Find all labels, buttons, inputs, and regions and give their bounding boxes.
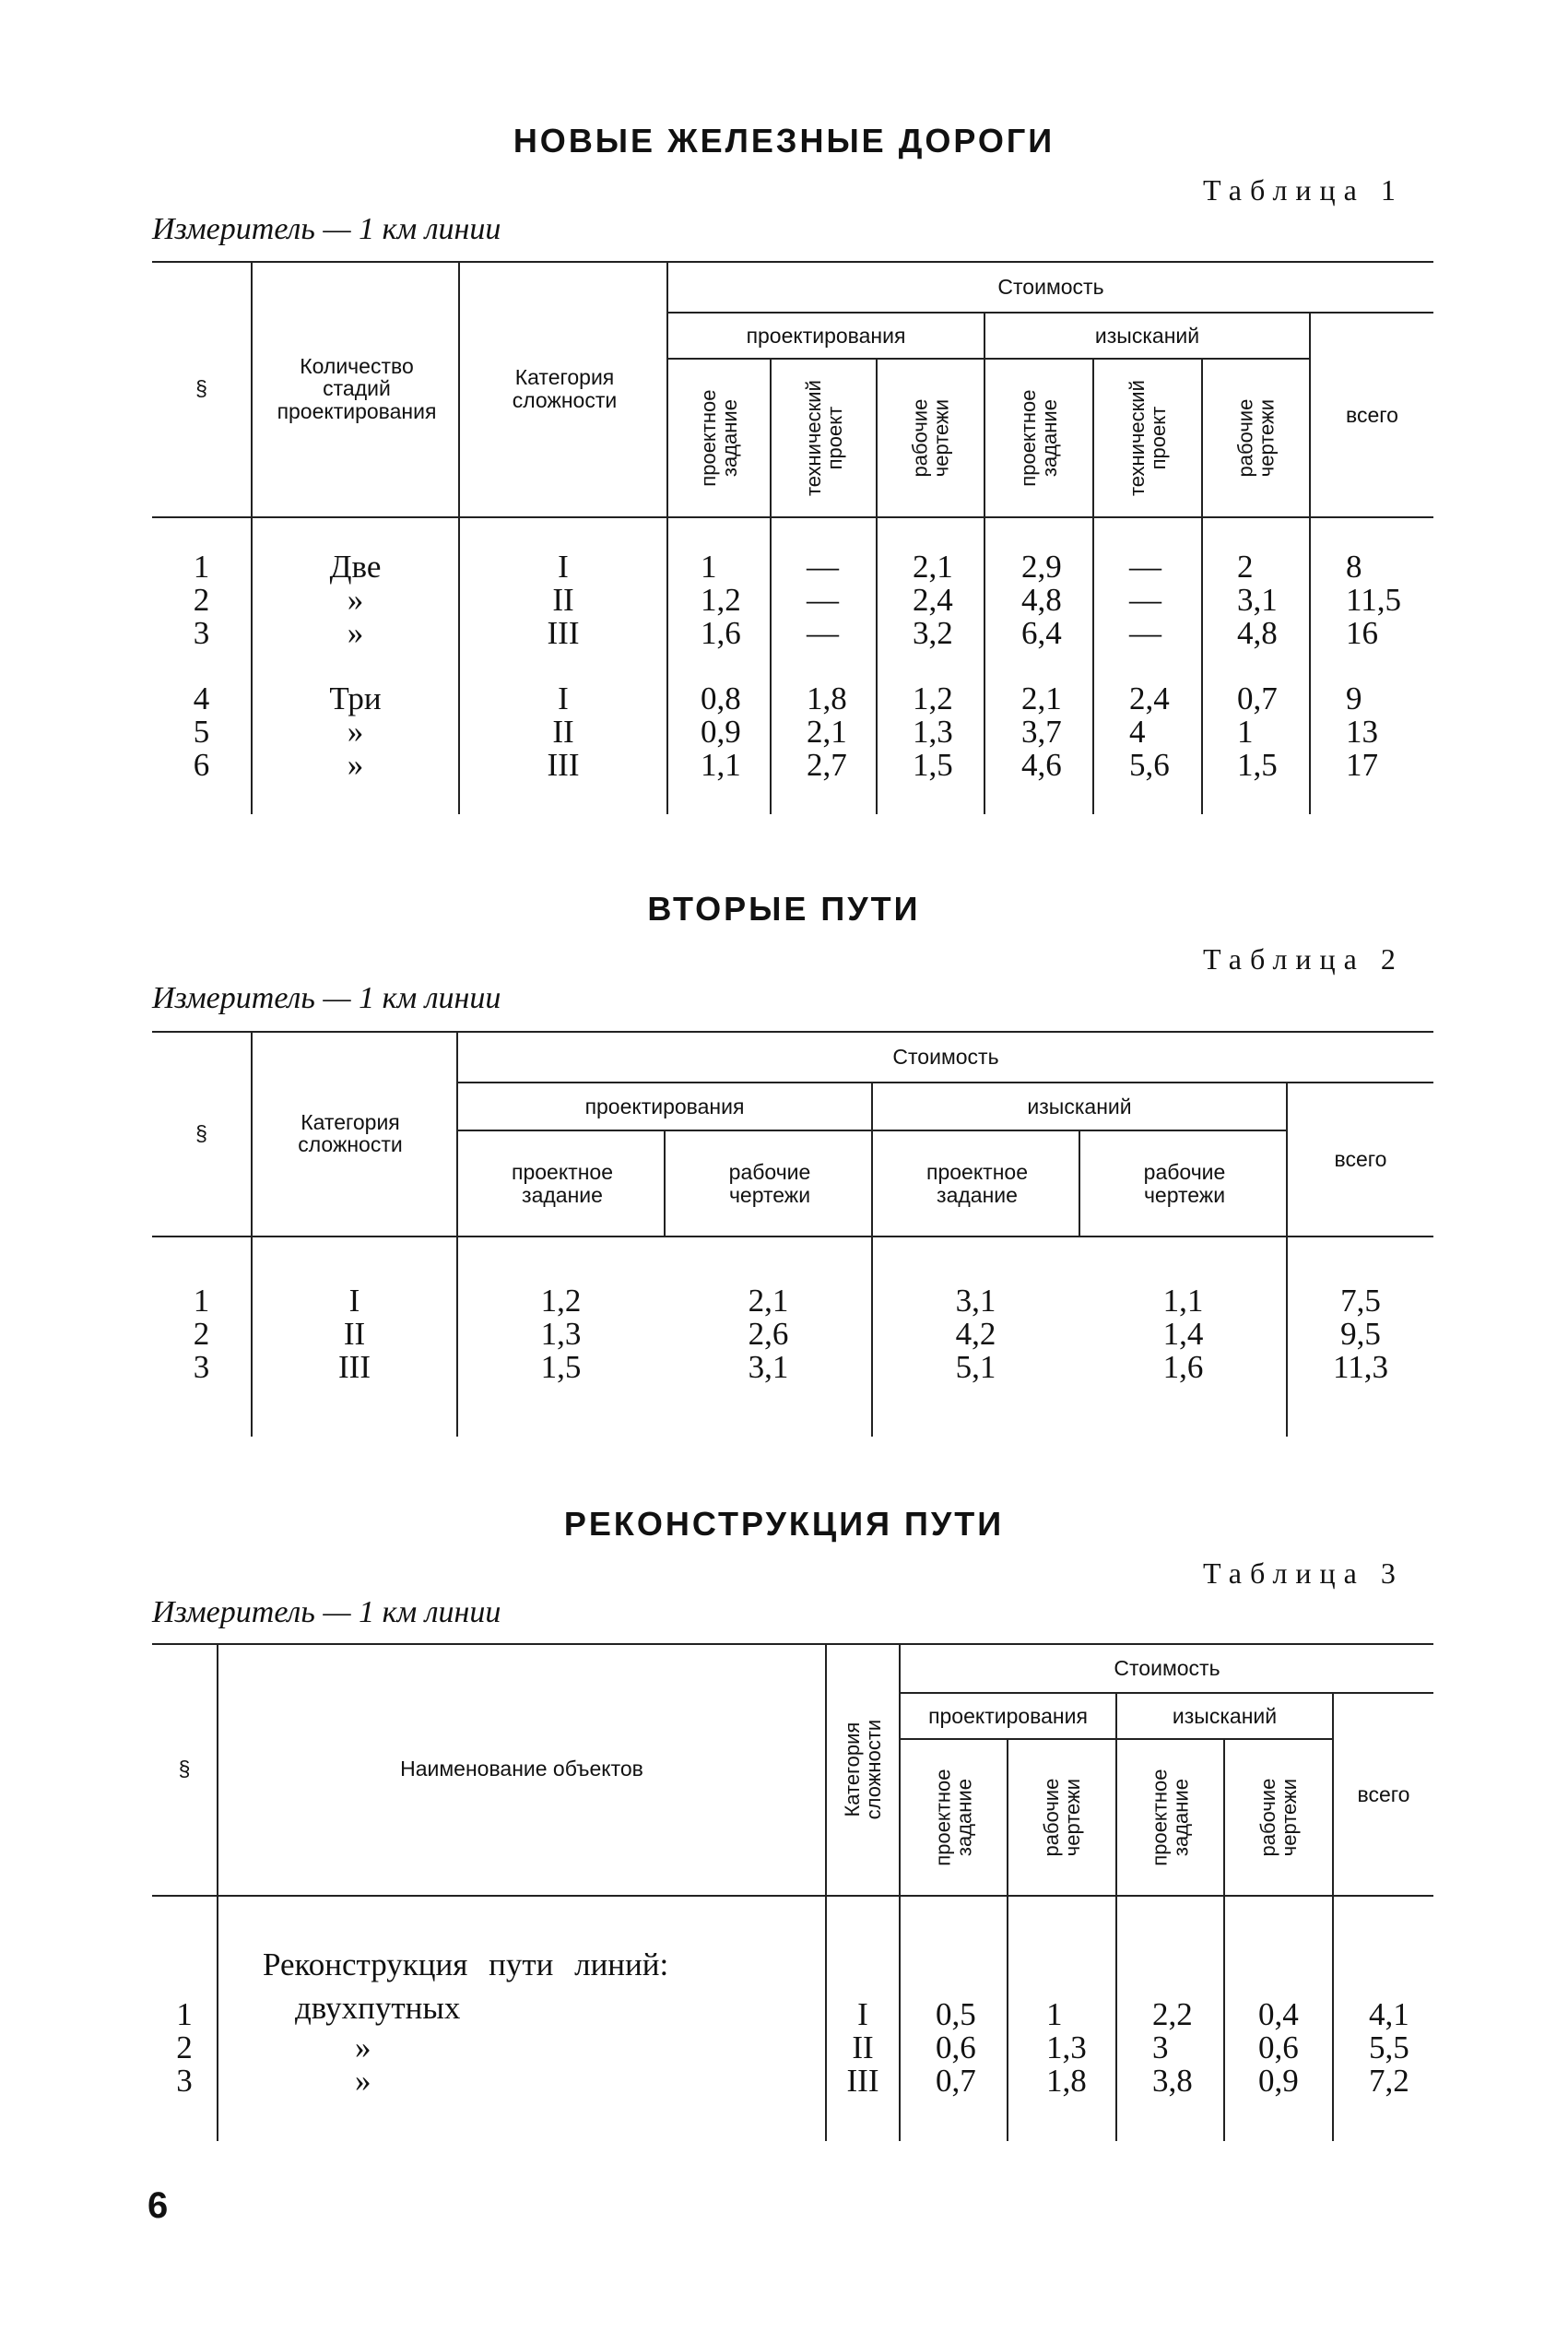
t2-header-d-proj-task: проектное задание bbox=[512, 1160, 613, 1207]
t1-r5-total: 13 bbox=[1346, 714, 1378, 750]
t3-r2-d2: 1,3 bbox=[1046, 2029, 1087, 2065]
t3-r1-total: 4,1 bbox=[1369, 1996, 1409, 2032]
t1-r1-s3: 2 bbox=[1237, 549, 1254, 585]
t1-header-d-proj-task: проектное задание bbox=[696, 389, 741, 487]
t2-r1-cat: I bbox=[348, 1283, 360, 1319]
t3-r2-s1: 3 bbox=[1152, 2029, 1169, 2065]
t1-r5-d2: 2,1 bbox=[807, 714, 847, 750]
t3-r2-d1: 0,6 bbox=[936, 2029, 976, 2065]
t3-header-cost: Стоимость bbox=[1114, 1656, 1220, 1681]
table1-measure: Измеритель — 1 км линии bbox=[152, 212, 501, 246]
t1-r6-s3: 1,5 bbox=[1237, 747, 1278, 783]
t2-header-s-work-draw: рабочие чертежи bbox=[1143, 1160, 1226, 1207]
t2-header-d-work-draw: рабочие чертежи bbox=[728, 1160, 811, 1207]
t1-r6-stages: » bbox=[347, 747, 364, 783]
t1-r5-s2: 4 bbox=[1129, 714, 1146, 750]
t1-r2-cat: II bbox=[552, 582, 574, 618]
table3-heading: РЕКОНСТРУКЦИЯ ПУТИ bbox=[563, 1505, 1005, 1543]
table1-heading: НОВЫЕ ЖЕЛЕЗНЫЕ ДОРОГИ bbox=[513, 122, 1055, 160]
t3-r3-n: 3 bbox=[176, 2063, 193, 2099]
t1-r3-stages: » bbox=[347, 615, 364, 651]
t3-r2-s2: 0,6 bbox=[1258, 2029, 1299, 2065]
t3-r3-s2: 0,9 bbox=[1258, 2063, 1299, 2099]
t2-r3-d2: 3,1 bbox=[748, 1349, 789, 1385]
t2-r1-s1: 3,1 bbox=[955, 1283, 996, 1319]
table3-label: Таблица 3 bbox=[1203, 1556, 1404, 1590]
t1-r5-stages: » bbox=[347, 714, 364, 750]
t1-r5-n: 5 bbox=[193, 714, 210, 750]
t3-r3-d1: 0,7 bbox=[936, 2063, 976, 2099]
t2-r2-s2: 1,4 bbox=[1162, 1316, 1204, 1352]
t1-r3-cat: III bbox=[547, 615, 580, 651]
t2-r3-s2: 1,6 bbox=[1162, 1349, 1204, 1385]
t1-r4-s1: 2,1 bbox=[1021, 680, 1062, 716]
t1-r6-s1: 4,6 bbox=[1021, 747, 1062, 783]
t2-r1-d1: 1,2 bbox=[540, 1283, 582, 1319]
t1-header-s-tech-proj: технический проект bbox=[1125, 380, 1171, 496]
t1-header-cost: Стоимость bbox=[997, 275, 1104, 300]
table2-heading: ВТОРЫЕ ПУТИ bbox=[647, 890, 921, 928]
t3-r1-d1: 0,5 bbox=[936, 1996, 976, 2032]
t2-header-design: проектирования bbox=[584, 1094, 745, 1118]
t2-r2-s1: 4,2 bbox=[955, 1316, 996, 1352]
t1-r6-d3: 1,5 bbox=[913, 747, 953, 783]
t1-r1-stages: Две bbox=[329, 549, 382, 585]
t3-r2-total: 5,5 bbox=[1369, 2029, 1409, 2065]
page-number: 6 bbox=[147, 2185, 169, 2226]
t3-r1-name: двухпутных bbox=[295, 1990, 461, 2026]
t3-r1-n: 1 bbox=[176, 1996, 193, 2032]
t3-r2-name: » bbox=[355, 2029, 371, 2065]
t1-r5-d3: 1,3 bbox=[913, 714, 953, 750]
t1-r1-d1: 1 bbox=[701, 549, 717, 585]
t3-header-name: Наименование объектов bbox=[400, 1757, 643, 1781]
t3-r3-total: 7,2 bbox=[1369, 2063, 1409, 2099]
t2-r1-d2: 2,1 bbox=[748, 1283, 789, 1319]
t1-r5-d1: 0,9 bbox=[701, 714, 741, 750]
t1-r4-s3: 0,7 bbox=[1237, 680, 1278, 716]
t1-r3-d2: — bbox=[807, 615, 839, 651]
t3-header-design: проектирования bbox=[928, 1703, 1088, 1728]
t1-r5-s3: 1 bbox=[1237, 714, 1254, 750]
t1-r2-d3: 2,4 bbox=[913, 582, 953, 618]
table2-label: Таблица 2 bbox=[1203, 942, 1404, 976]
t1-r6-d1: 1,1 bbox=[701, 747, 741, 783]
t3-header-d-proj-task: проектное задание bbox=[931, 1769, 976, 1866]
t1-r4-stages: Три bbox=[329, 680, 382, 716]
t1-r2-s2: — bbox=[1129, 582, 1161, 618]
t1-header-design: проектирования bbox=[746, 323, 906, 348]
t1-r4-d3: 1,2 bbox=[913, 680, 953, 716]
t1-header-category: Категория сложности bbox=[512, 365, 618, 412]
t1-r3-d1: 1,6 bbox=[701, 615, 741, 651]
t1-r4-d1: 0,8 bbox=[701, 680, 741, 716]
t1-r6-cat: III bbox=[547, 747, 580, 783]
table3-measure: Измеритель — 1 км линии bbox=[152, 1595, 501, 1629]
t1-r1-d2: — bbox=[807, 549, 839, 585]
t1-r3-s3: 4,8 bbox=[1237, 615, 1278, 651]
t3-header-d-work-draw: рабочие чертежи bbox=[1039, 1778, 1084, 1857]
t1-r1-s2: — bbox=[1129, 549, 1161, 585]
t2-header-survey: изысканий bbox=[1027, 1094, 1132, 1118]
t1-r6-d2: 2,7 bbox=[807, 747, 847, 783]
t3-r3-d2: 1,8 bbox=[1046, 2063, 1087, 2099]
t1-r6-s2: 5,6 bbox=[1129, 747, 1170, 783]
t2-r3-s1: 5,1 bbox=[955, 1349, 996, 1385]
t3-r3-cat: III bbox=[846, 2063, 879, 2099]
t1-r1-cat: I bbox=[558, 549, 569, 585]
t2-header-category: Категория сложности bbox=[298, 1109, 403, 1156]
t1-r2-n: 2 bbox=[193, 582, 210, 618]
t1-header-d-tech-proj: технический проект bbox=[801, 380, 846, 496]
t3-r2-n: 2 bbox=[176, 2029, 193, 2065]
t1-r4-cat: I bbox=[558, 680, 569, 716]
t1-r3-s2: — bbox=[1129, 615, 1161, 651]
t1-r4-d2: 1,8 bbox=[807, 680, 847, 716]
t2-r2-d2: 2,6 bbox=[748, 1316, 789, 1352]
t2-header-section: § bbox=[195, 1120, 207, 1145]
t3-header-total: всего bbox=[1357, 1781, 1410, 1806]
t1-r3-s1: 6,4 bbox=[1021, 615, 1062, 651]
t1-r2-s3: 3,1 bbox=[1237, 582, 1278, 618]
t1-r6-n: 6 bbox=[193, 747, 210, 783]
t2-header-s-proj-task: проектное задание bbox=[926, 1160, 1028, 1207]
t3-r1-d2: 1 bbox=[1046, 1996, 1063, 2032]
t1-r4-s2: 2,4 bbox=[1129, 680, 1170, 716]
t1-header-s-proj-task: проектное задание bbox=[1016, 389, 1061, 487]
t1-header-s-work-draw: рабочие чертежи bbox=[1233, 398, 1279, 478]
t2-r1-s2: 1,1 bbox=[1162, 1283, 1204, 1319]
t3-r1-s2: 0,4 bbox=[1258, 1996, 1299, 2032]
t1-r2-s1: 4,8 bbox=[1021, 582, 1062, 618]
t1-header-d-work-draw: рабочие чертежи bbox=[908, 398, 953, 478]
t3-header-s-work-draw: рабочие чертежи bbox=[1256, 1778, 1301, 1857]
t1-header-stages: Количество стадий проектирования bbox=[277, 354, 437, 423]
t1-r2-stages: » bbox=[347, 582, 364, 618]
t2-r2-total: 9,5 bbox=[1340, 1316, 1381, 1352]
t2-r3-d1: 1,5 bbox=[540, 1349, 582, 1385]
t1-r2-total: 11,5 bbox=[1346, 582, 1401, 618]
t1-header-survey: изысканий bbox=[1094, 323, 1200, 348]
t1-r1-n: 1 bbox=[193, 549, 210, 585]
t2-r3-cat: III bbox=[338, 1349, 371, 1385]
t2-r2-n: 2 bbox=[193, 1316, 210, 1352]
t1-r5-s1: 3,7 bbox=[1021, 714, 1062, 750]
t3-header-section: § bbox=[178, 1757, 191, 1781]
t2-r2-cat: II bbox=[343, 1316, 366, 1352]
t1-r3-d3: 3,2 bbox=[913, 615, 953, 651]
t1-header-section: § bbox=[195, 376, 207, 401]
t3-r2-cat: II bbox=[852, 2029, 874, 2065]
t3-header-category: Категория сложности bbox=[840, 1720, 885, 1820]
t2-r3-total: 11,3 bbox=[1333, 1349, 1388, 1385]
t3-r1-cat: I bbox=[857, 1996, 868, 2032]
t1-r1-total: 8 bbox=[1346, 549, 1362, 585]
t2-r2-d1: 1,3 bbox=[540, 1316, 582, 1352]
t2-r1-n: 1 bbox=[193, 1283, 210, 1319]
t1-r2-d2: — bbox=[807, 582, 839, 618]
t2-header-total: всего bbox=[1334, 1147, 1387, 1172]
t1-r2-d1: 1,2 bbox=[701, 582, 741, 618]
t1-r1-s1: 2,9 bbox=[1021, 549, 1062, 585]
t3-group-label: Реконструкция пути линий: bbox=[263, 1946, 669, 1982]
t1-r4-n: 4 bbox=[193, 680, 210, 716]
t1-r5-cat: II bbox=[552, 714, 574, 750]
table2-measure: Измеритель — 1 км линии bbox=[152, 981, 501, 1015]
t3-r3-s1: 3,8 bbox=[1152, 2063, 1193, 2099]
t1-r4-total: 9 bbox=[1346, 680, 1362, 716]
t2-r3-n: 3 bbox=[193, 1349, 210, 1385]
t2-header-cost: Стоимость bbox=[892, 1045, 999, 1070]
t3-r3-name: » bbox=[355, 2063, 371, 2099]
t2-r1-total: 7,5 bbox=[1340, 1283, 1381, 1319]
t1-header-total: всего bbox=[1346, 402, 1398, 427]
t3-header-survey: изысканий bbox=[1172, 1703, 1278, 1728]
t3-header-s-proj-task: проектное задание bbox=[1148, 1769, 1193, 1866]
t3-r1-s1: 2,2 bbox=[1152, 1996, 1193, 2032]
table1-label: Таблица 1 bbox=[1203, 173, 1404, 207]
t1-r6-total: 17 bbox=[1346, 747, 1378, 783]
t1-r3-total: 16 bbox=[1346, 615, 1378, 651]
t1-r1-d3: 2,1 bbox=[913, 549, 953, 585]
t1-r3-n: 3 bbox=[193, 615, 210, 651]
